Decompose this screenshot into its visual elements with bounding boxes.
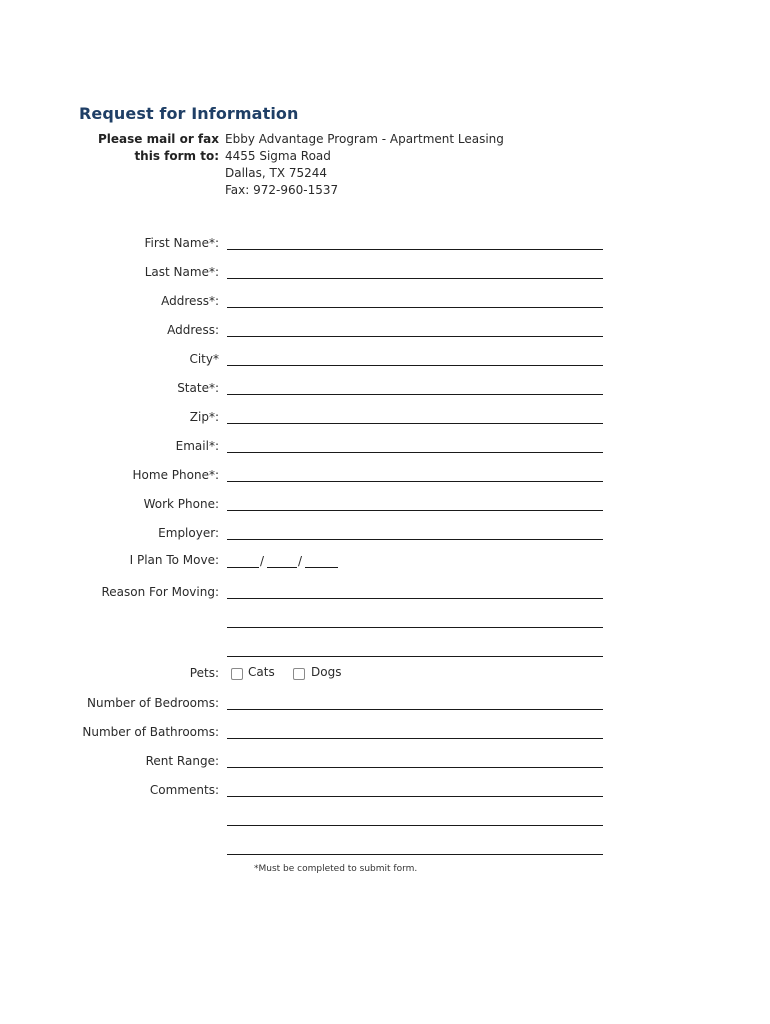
mail-instructions-label	[98, 131, 219, 165]
bedrooms-field[interactable]	[227, 709, 603, 710]
required-fields-footnote: *Must be completed to submit form.	[254, 864, 418, 874]
bathrooms-field[interactable]	[227, 738, 603, 739]
date-separator-2: /	[298, 554, 303, 568]
dogs-checkbox[interactable]	[293, 668, 305, 680]
employer-label: Employer:	[158, 526, 219, 540]
first-name-field[interactable]	[227, 249, 603, 250]
employer-field[interactable]	[227, 539, 603, 540]
city-field[interactable]	[227, 365, 603, 366]
last-name-field[interactable]	[227, 278, 603, 279]
email-label: Email*:	[175, 439, 219, 453]
pets-label: Pets:	[189, 666, 219, 680]
mail-instructions-line-1: Please mail or fax	[97, 132, 219, 146]
state-field[interactable]	[227, 394, 603, 395]
state-label: State*:	[177, 381, 219, 395]
move-date-month-field[interactable]	[227, 567, 259, 568]
address-2-label: Address:	[167, 323, 219, 337]
last-name-label: Last Name*:	[144, 265, 219, 279]
email-field[interactable]	[227, 452, 603, 453]
work-phone-label: Work Phone:	[143, 497, 219, 511]
move-date-day-field[interactable]	[267, 567, 297, 568]
cats-option-label: Cats	[248, 665, 275, 679]
zip-field[interactable]	[227, 423, 603, 424]
comments-field-line-2[interactable]	[227, 825, 603, 826]
home-phone-field[interactable]	[227, 481, 603, 482]
dogs-option-label: Dogs	[311, 665, 342, 679]
rent-range-field[interactable]	[227, 767, 603, 768]
reason-for-moving-field-line-2[interactable]	[227, 627, 603, 628]
mail-instructions-line-2: this form to:	[134, 149, 219, 163]
move-date-year-field[interactable]	[305, 567, 338, 568]
zip-label: Zip*:	[189, 410, 219, 424]
comments-field-line-1[interactable]	[227, 796, 603, 797]
home-phone-label: Home Phone*:	[132, 468, 219, 482]
address-line-organization: Ebby Advantage Program - Apartment Leasing	[225, 132, 504, 146]
reason-for-moving-field-line-1[interactable]	[227, 598, 603, 599]
comments-field-line-3[interactable]	[227, 854, 603, 855]
mailing-address	[225, 131, 504, 199]
form-title: Request for Information	[79, 104, 299, 123]
address-line-fax: Fax: 972-960-1537	[225, 183, 339, 197]
cats-checkbox[interactable]	[231, 668, 243, 680]
bathrooms-label: Number of Bathrooms:	[82, 725, 219, 739]
address-1-field[interactable]	[227, 307, 603, 308]
reason-for-moving-field-line-3[interactable]	[227, 656, 603, 657]
address-1-label: Address*:	[161, 294, 219, 308]
date-separator-1: /	[260, 554, 265, 568]
address-line-city: Dallas, TX 75244	[225, 166, 328, 180]
bedrooms-label: Number of Bedrooms:	[87, 696, 219, 710]
address-2-field[interactable]	[227, 336, 603, 337]
rent-range-label: Rent Range:	[145, 754, 219, 768]
first-name-label: First Name*:	[144, 236, 219, 250]
city-label: City*	[189, 352, 219, 366]
comments-label: Comments:	[149, 783, 219, 797]
address-line-street: 4455 Sigma Road	[225, 149, 331, 163]
reason-for-moving-label: Reason For Moving:	[101, 585, 219, 599]
work-phone-field[interactable]	[227, 510, 603, 511]
move-date-label: I Plan To Move:	[129, 553, 219, 567]
